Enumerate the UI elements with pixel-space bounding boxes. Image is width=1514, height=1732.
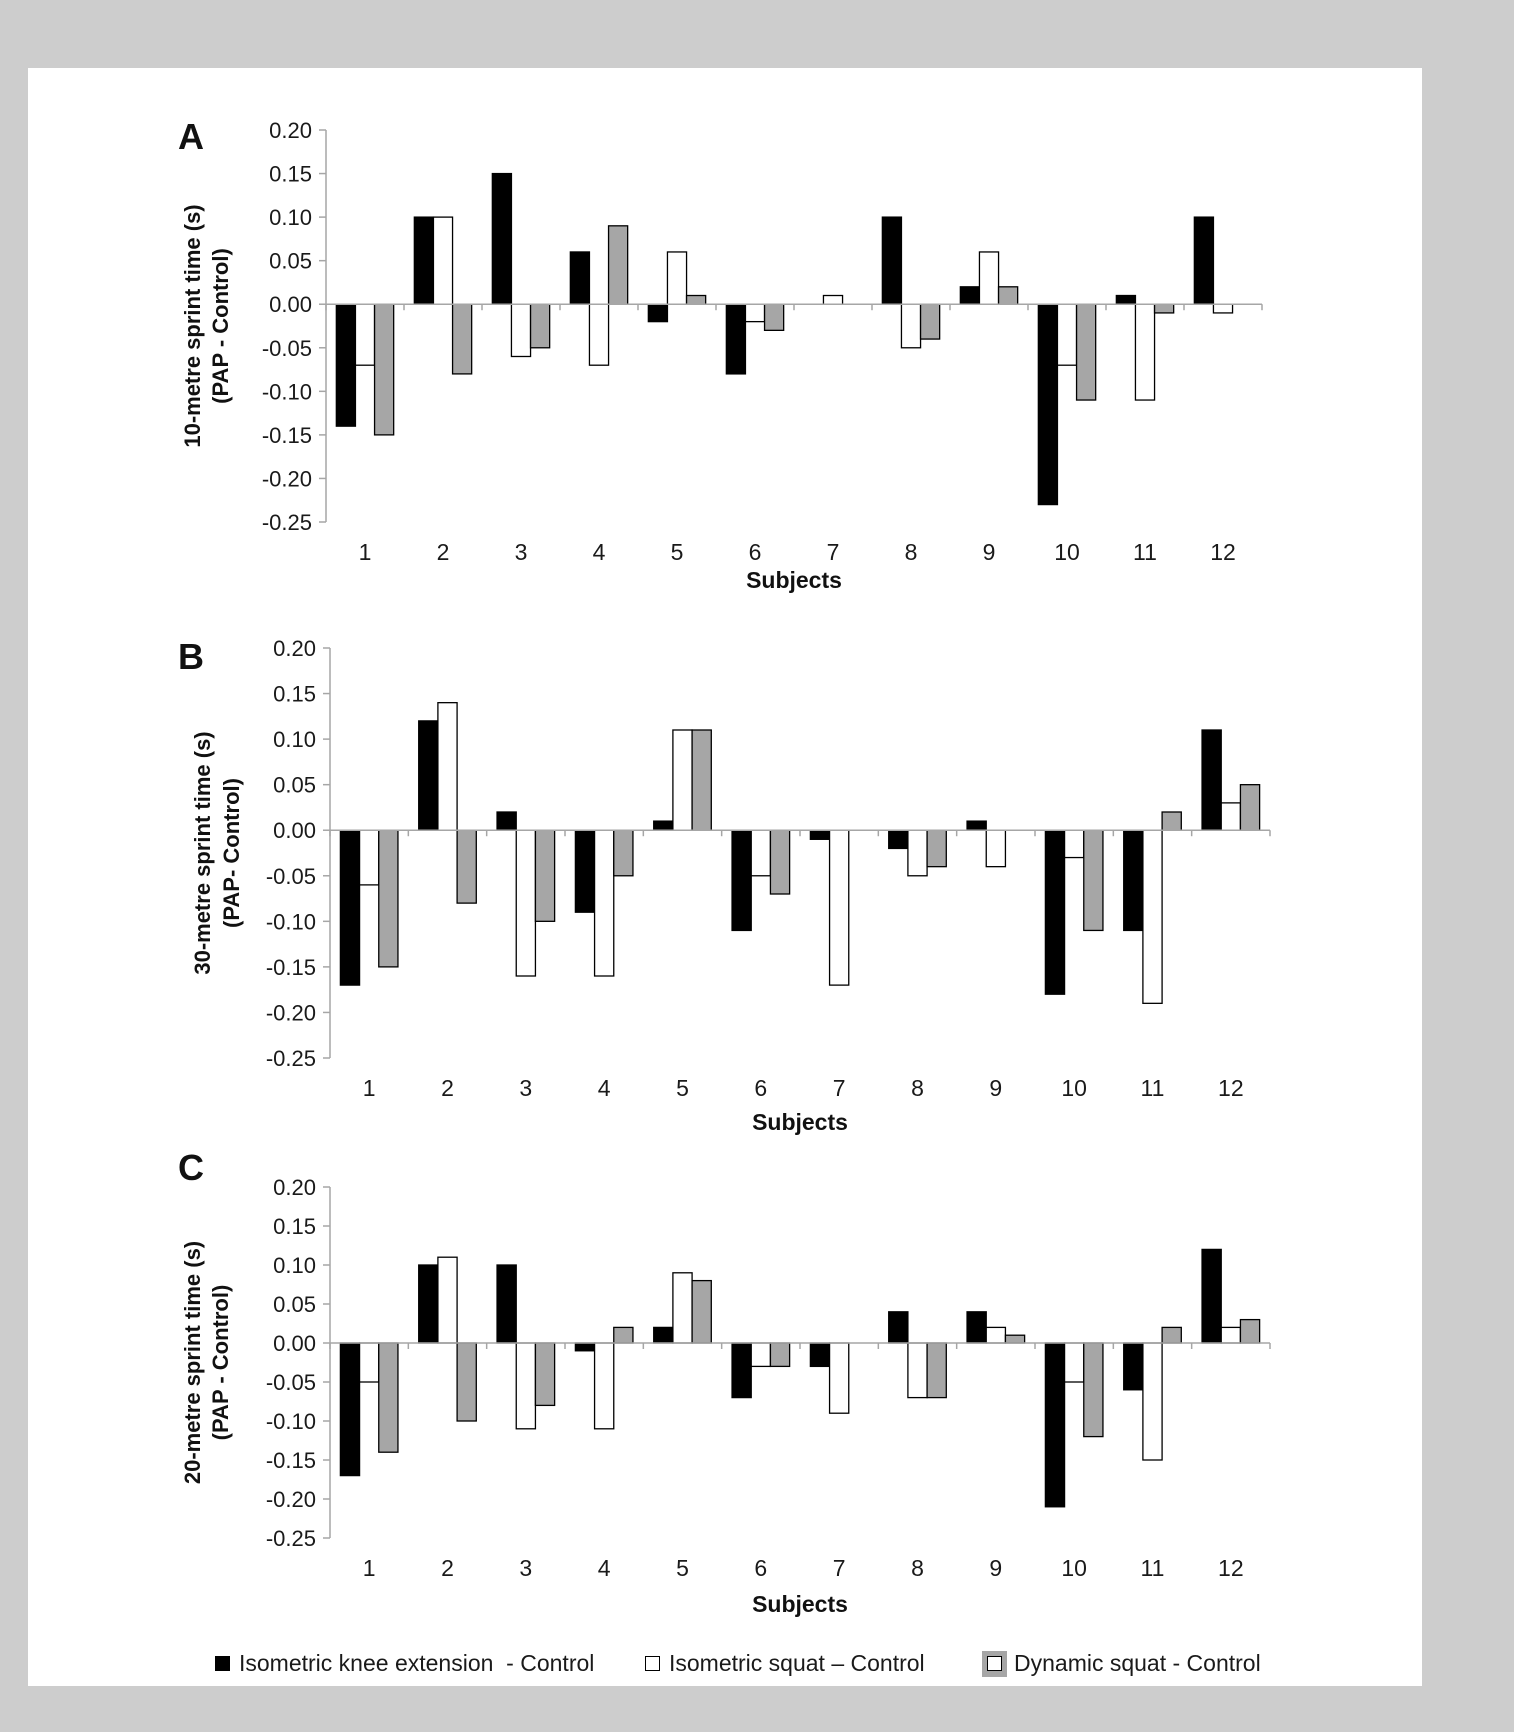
bar-dynamic-squat-subject-10 bbox=[1084, 830, 1103, 930]
legend-swatch-knee bbox=[215, 1656, 230, 1671]
legend-label-isometric-squat: Isometric squat – Control bbox=[669, 1650, 925, 1676]
y-axis-label-line1: 10-metre sprint time (s) bbox=[180, 204, 205, 448]
bar-knee-subject-12 bbox=[1194, 217, 1213, 304]
bar-isometric-squat-subject-4 bbox=[589, 304, 608, 365]
bar-knee-subject-3 bbox=[492, 174, 511, 305]
bar-dynamic-squat-subject-5 bbox=[692, 1281, 711, 1343]
bar-dynamic-squat-subject-2 bbox=[457, 1343, 476, 1421]
legend-item-dynamic-squat bbox=[982, 1650, 1261, 1677]
bar-isometric-squat-subject-8 bbox=[908, 1343, 927, 1398]
bar-knee-subject-9 bbox=[960, 287, 979, 304]
y-tick-label: 0.10 bbox=[273, 727, 316, 753]
y-axis-label-line2: (PAP- Control) bbox=[219, 778, 244, 928]
bar-knee-subject-1 bbox=[336, 304, 355, 426]
x-tick-label: 11 bbox=[1133, 539, 1157, 565]
y-tick-label: 0.10 bbox=[269, 205, 312, 231]
x-tick-label: 8 bbox=[911, 1555, 924, 1581]
bar-isometric-squat-subject-2 bbox=[438, 1257, 457, 1343]
x-tick-label: 12 bbox=[1210, 539, 1236, 565]
bar-dynamic-squat-subject-11 bbox=[1155, 304, 1174, 313]
bar-dynamic-squat-subject-8 bbox=[921, 304, 940, 339]
bar-knee-subject-9 bbox=[967, 1312, 986, 1343]
bar-knee-subject-1 bbox=[340, 830, 359, 985]
bar-isometric-squat-subject-9 bbox=[986, 830, 1005, 866]
y-tick-label: 0.20 bbox=[273, 636, 316, 661]
bar-isometric-squat-subject-11 bbox=[1135, 304, 1154, 400]
bar-isometric-squat-subject-3 bbox=[516, 830, 535, 976]
bar-dynamic-squat-subject-12 bbox=[1240, 785, 1259, 831]
bar-isometric-squat-subject-2 bbox=[438, 703, 457, 831]
bar-isometric-squat-subject-10 bbox=[1065, 1343, 1084, 1382]
legend bbox=[0, 1650, 1514, 1678]
bar-knee-subject-11 bbox=[1124, 830, 1143, 930]
bar-isometric-squat-subject-1 bbox=[355, 304, 374, 365]
y-tick-label: 0.15 bbox=[269, 161, 312, 187]
bar-knee-subject-6 bbox=[732, 830, 751, 930]
bar-knee-subject-3 bbox=[497, 812, 516, 830]
bar-dynamic-squat-subject-1 bbox=[379, 1343, 398, 1452]
bar-isometric-squat-subject-12 bbox=[1221, 1327, 1240, 1343]
bar-knee-subject-8 bbox=[882, 217, 901, 304]
x-tick-label: 7 bbox=[826, 539, 840, 565]
bar-knee-subject-2 bbox=[414, 217, 433, 304]
bar-knee-subject-6 bbox=[726, 304, 745, 374]
y-tick-label: -0.10 bbox=[265, 1409, 316, 1434]
y-axis-label-line1: 30-metre sprint time (s) bbox=[190, 731, 215, 975]
bar-isometric-squat-subject-8 bbox=[908, 830, 927, 876]
y-tick-label: -0.10 bbox=[265, 909, 316, 935]
bar-dynamic-squat-subject-3 bbox=[535, 830, 554, 921]
y-axis-label-line2: (PAP - Control) bbox=[208, 248, 233, 404]
bar-knee-subject-2 bbox=[419, 1265, 438, 1343]
bar-dynamic-squat-subject-5 bbox=[692, 730, 711, 830]
y-tick-label: -0.15 bbox=[265, 954, 316, 980]
bar-dynamic-squat-subject-4 bbox=[609, 226, 628, 304]
y-axis-label-line1: 20-metre sprint time (s) bbox=[180, 1240, 205, 1485]
x-tick-label: 5 bbox=[676, 1555, 689, 1581]
x-tick-label: 8 bbox=[911, 1075, 924, 1101]
x-tick-label: 11 bbox=[1140, 1075, 1165, 1101]
bar-dynamic-squat-subject-1 bbox=[379, 830, 398, 967]
x-tick-label: 12 bbox=[1218, 1075, 1244, 1101]
bar-isometric-squat-subject-11 bbox=[1143, 830, 1162, 1003]
x-tick-label: 1 bbox=[358, 539, 372, 565]
x-tick-label: 10 bbox=[1061, 1075, 1087, 1101]
bar-knee-subject-6 bbox=[732, 1343, 751, 1398]
legend-swatch-dynamic-squat bbox=[987, 1656, 1002, 1671]
chart-panel-c bbox=[178, 1147, 1270, 1617]
x-tick-label: 2 bbox=[436, 539, 450, 565]
bar-dynamic-squat-subject-4 bbox=[614, 1327, 633, 1343]
bar-knee-subject-2 bbox=[419, 721, 438, 830]
y-tick-label: -0.05 bbox=[261, 335, 312, 361]
bar-isometric-squat-subject-4 bbox=[595, 830, 614, 976]
legend-swatch-isometric-squat bbox=[645, 1656, 660, 1671]
legend-label-dynamic-squat: Dynamic squat - Control bbox=[1014, 1650, 1261, 1676]
y-tick-label: -0.25 bbox=[265, 1526, 316, 1551]
x-tick-label: 9 bbox=[989, 1075, 1003, 1101]
x-tick-label: 4 bbox=[597, 1555, 611, 1581]
x-tick-label: 8 bbox=[904, 539, 918, 565]
bar-knee-subject-5 bbox=[648, 304, 667, 321]
chart-panel-a bbox=[178, 116, 1262, 593]
y-tick-label: -0.20 bbox=[261, 466, 312, 492]
x-tick-label: 2 bbox=[441, 1075, 454, 1101]
bar-isometric-squat-subject-8 bbox=[901, 304, 920, 348]
y-tick-label: -0.15 bbox=[261, 422, 312, 448]
bar-dynamic-squat-subject-11 bbox=[1162, 1327, 1181, 1343]
x-tick-label: 5 bbox=[670, 539, 684, 565]
bar-knee-subject-3 bbox=[497, 1265, 516, 1343]
bar-dynamic-squat-subject-2 bbox=[457, 830, 476, 903]
bar-dynamic-squat-subject-2 bbox=[453, 304, 472, 374]
legend-swatch-frame-dynamic-squat bbox=[982, 1651, 1007, 1677]
x-tick-label: 9 bbox=[989, 1555, 1003, 1581]
x-tick-label: 6 bbox=[754, 1555, 768, 1581]
bar-dynamic-squat-subject-12 bbox=[1240, 1320, 1259, 1343]
y-tick-label: -0.20 bbox=[265, 1000, 316, 1026]
x-tick-label: 2 bbox=[441, 1555, 454, 1581]
bar-knee-subject-7 bbox=[810, 1343, 829, 1366]
y-tick-label: 0.00 bbox=[269, 292, 312, 318]
bar-isometric-squat-subject-3 bbox=[511, 304, 530, 356]
bar-dynamic-squat-subject-1 bbox=[375, 304, 394, 435]
x-tick-label: 11 bbox=[1140, 1555, 1165, 1581]
legend-item-knee bbox=[215, 1650, 594, 1677]
y-tick-label: 0.15 bbox=[273, 681, 316, 707]
x-tick-label: 3 bbox=[519, 1555, 533, 1581]
x-tick-label: 7 bbox=[832, 1555, 846, 1581]
bar-isometric-squat-subject-10 bbox=[1065, 830, 1084, 857]
y-tick-label: -0.05 bbox=[265, 863, 316, 889]
bar-isometric-squat-subject-1 bbox=[360, 830, 379, 885]
bar-isometric-squat-subject-6 bbox=[745, 304, 764, 321]
y-tick-label: 0.00 bbox=[273, 818, 316, 844]
bar-isometric-squat-subject-5 bbox=[673, 730, 692, 830]
y-tick-label: -0.10 bbox=[261, 379, 312, 405]
bar-isometric-squat-subject-3 bbox=[516, 1343, 535, 1429]
bar-dynamic-squat-subject-6 bbox=[770, 1343, 789, 1366]
bar-knee-subject-4 bbox=[570, 252, 589, 304]
y-tick-label: 0.05 bbox=[273, 1292, 316, 1317]
bar-isometric-squat-subject-9 bbox=[979, 252, 998, 304]
bar-isometric-squat-subject-1 bbox=[360, 1343, 379, 1382]
y-tick-label: 0.05 bbox=[269, 248, 312, 274]
x-tick-label: 5 bbox=[676, 1075, 689, 1101]
bar-dynamic-squat-subject-11 bbox=[1162, 812, 1181, 830]
x-tick-label: 6 bbox=[748, 539, 762, 565]
bar-dynamic-squat-subject-10 bbox=[1084, 1343, 1103, 1437]
bar-knee-subject-7 bbox=[810, 830, 829, 839]
y-tick-label: 0.15 bbox=[273, 1214, 316, 1239]
y-tick-label: 0.05 bbox=[273, 772, 316, 798]
bar-isometric-squat-subject-7 bbox=[823, 296, 842, 305]
bar-isometric-squat-subject-5 bbox=[673, 1273, 692, 1343]
bar-isometric-squat-subject-2 bbox=[433, 217, 452, 304]
y-tick-label: -0.15 bbox=[265, 1448, 316, 1473]
y-tick-label: 0.00 bbox=[273, 1331, 316, 1356]
x-tick-label: 1 bbox=[362, 1075, 376, 1101]
chart-panel-b bbox=[178, 636, 1270, 1135]
y-tick-label: 0.20 bbox=[273, 1175, 316, 1200]
y-tick-label: -0.20 bbox=[265, 1487, 316, 1512]
bar-isometric-squat-subject-7 bbox=[830, 830, 849, 985]
bar-isometric-squat-subject-12 bbox=[1213, 304, 1232, 313]
bar-isometric-squat-subject-6 bbox=[751, 830, 770, 876]
bar-knee-subject-8 bbox=[889, 1312, 908, 1343]
x-tick-label: 3 bbox=[519, 1075, 533, 1101]
bar-dynamic-squat-subject-5 bbox=[687, 296, 706, 305]
y-axis-label-line2: (PAP - Control) bbox=[208, 1284, 233, 1441]
y-tick-label: -0.25 bbox=[265, 1046, 316, 1071]
y-tick-label: -0.05 bbox=[265, 1370, 316, 1395]
bar-knee-subject-10 bbox=[1045, 830, 1064, 994]
x-tick-label: 6 bbox=[754, 1075, 768, 1101]
bar-knee-subject-4 bbox=[575, 1343, 594, 1351]
y-tick-label: -0.25 bbox=[261, 510, 312, 535]
bar-knee-subject-4 bbox=[575, 830, 594, 912]
bar-knee-subject-11 bbox=[1116, 296, 1135, 305]
legend-item-isometric-squat bbox=[645, 1650, 925, 1677]
bar-knee-subject-9 bbox=[967, 821, 986, 830]
bar-knee-subject-1 bbox=[340, 1343, 359, 1476]
bar-isometric-squat-subject-10 bbox=[1057, 304, 1076, 365]
bar-dynamic-squat-subject-6 bbox=[770, 830, 789, 894]
bar-isometric-squat-subject-5 bbox=[667, 252, 686, 304]
bar-dynamic-squat-subject-9 bbox=[1005, 1335, 1024, 1343]
x-tick-label: 9 bbox=[982, 539, 996, 565]
bar-knee-subject-12 bbox=[1202, 1249, 1221, 1343]
bar-isometric-squat-subject-11 bbox=[1143, 1343, 1162, 1460]
bar-isometric-squat-subject-6 bbox=[751, 1343, 770, 1366]
y-tick-label: 0.20 bbox=[269, 118, 312, 143]
x-axis-label: Subjects bbox=[752, 1109, 848, 1135]
bar-knee-subject-8 bbox=[889, 830, 908, 848]
bar-isometric-squat-subject-7 bbox=[830, 1343, 849, 1413]
panel-label: A bbox=[178, 116, 204, 157]
x-tick-label: 4 bbox=[597, 1075, 611, 1101]
bar-isometric-squat-subject-12 bbox=[1221, 803, 1240, 830]
bar-knee-subject-10 bbox=[1038, 304, 1057, 504]
bar-dynamic-squat-subject-9 bbox=[999, 287, 1018, 304]
x-tick-label: 3 bbox=[514, 539, 528, 565]
bar-dynamic-squat-subject-3 bbox=[531, 304, 550, 348]
x-tick-label: 7 bbox=[832, 1075, 846, 1101]
bar-knee-subject-5 bbox=[654, 1327, 673, 1343]
legend-label-knee: Isometric knee extension - Control bbox=[239, 1650, 595, 1676]
bar-dynamic-squat-subject-10 bbox=[1077, 304, 1096, 400]
bar-knee-subject-12 bbox=[1202, 730, 1221, 830]
bar-knee-subject-5 bbox=[654, 821, 673, 830]
x-tick-label: 10 bbox=[1061, 1555, 1087, 1581]
bar-dynamic-squat-subject-8 bbox=[927, 830, 946, 866]
bar-dynamic-squat-subject-4 bbox=[614, 830, 633, 876]
x-tick-label: 12 bbox=[1218, 1555, 1244, 1581]
bar-isometric-squat-subject-4 bbox=[595, 1343, 614, 1429]
bar-isometric-squat-subject-9 bbox=[986, 1327, 1005, 1343]
bar-dynamic-squat-subject-8 bbox=[927, 1343, 946, 1398]
bar-knee-subject-11 bbox=[1124, 1343, 1143, 1390]
bar-dynamic-squat-subject-6 bbox=[765, 304, 784, 330]
x-tick-label: 10 bbox=[1054, 539, 1080, 565]
panel-label: C bbox=[178, 1147, 204, 1188]
x-axis-label: Subjects bbox=[752, 1591, 848, 1617]
y-tick-label: 0.10 bbox=[273, 1253, 316, 1278]
bar-knee-subject-10 bbox=[1045, 1343, 1064, 1507]
x-tick-label: 1 bbox=[362, 1555, 376, 1581]
x-axis-label: Subjects bbox=[746, 567, 842, 593]
x-tick-label: 4 bbox=[592, 539, 606, 565]
bar-dynamic-squat-subject-3 bbox=[535, 1343, 554, 1405]
panel-label: B bbox=[178, 636, 204, 677]
